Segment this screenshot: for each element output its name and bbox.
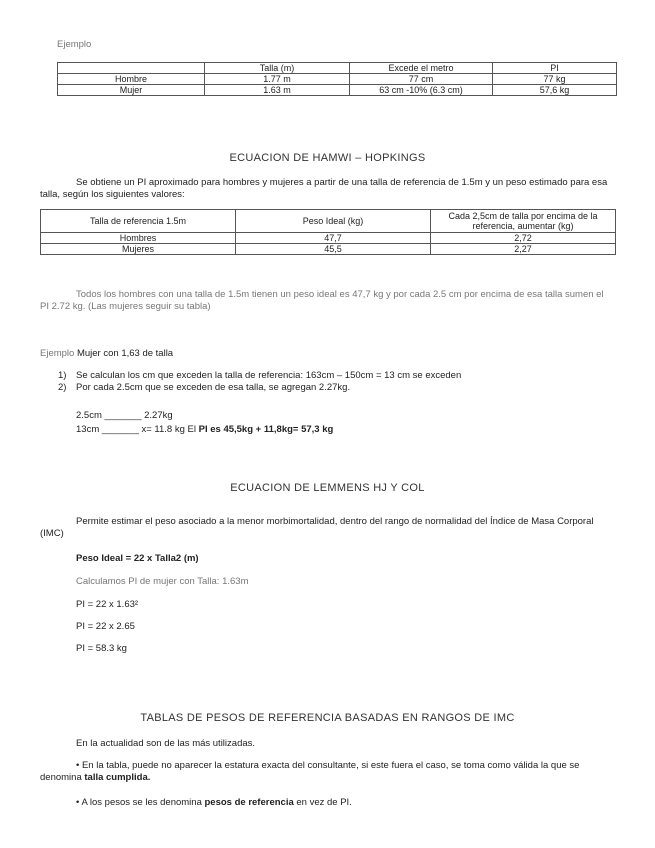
- table-cell: 45,5: [236, 244, 431, 255]
- table-cell: Hombres: [41, 233, 236, 244]
- hamwi-table: [40, 209, 616, 255]
- table-row: [58, 74, 617, 85]
- table-cell: 1.63 m: [205, 85, 350, 96]
- tablas-intro: En la actualidad son de las más utilizadas.: [76, 738, 256, 749]
- example-label: Ejemplo: [40, 348, 75, 359]
- lemmens-line-3: PI = 58.3 kg: [76, 643, 127, 654]
- lemmens-intro: Permite estimar el peso asociado a la menor morbimortalidad, dentro del rango de normalidad del Índice de Masa Corporal (IMC): [40, 516, 594, 539]
- bullet-text: • A los pesos se les denomina: [76, 797, 205, 808]
- tablas-heading: TABLAS DE PESOS DE REFERENCIA BASADAS EN RANGOS DE IMC: [140, 712, 515, 724]
- list-item: [58, 370, 618, 382]
- bullet-bold: talla cumplida.: [84, 771, 151, 783]
- lemmens-line-2: PI = 22 x 2.65: [76, 621, 135, 632]
- tablas-bullet-2: [76, 797, 616, 809]
- table-cell: 47,7: [236, 233, 431, 244]
- table-header-cell: Talla (m): [205, 63, 350, 74]
- hamwi-note: Todos los hombres con una talla de 1.5m tienen un peso ideal es 47,7 kg y por cada 2.5 cm por encima de esa talla sumen el PI 2.72 kg. (Las mujeres seguir su tabla): [40, 289, 604, 312]
- hamwi-example: [40, 348, 615, 360]
- calc-result: PI es 45,5kg + 11,8kg= 57,3 kg: [198, 424, 334, 435]
- table-header-cell: Cada 2,5cm de talla por encima de la referencia, aumentar (kg): [431, 210, 616, 233]
- table-cell: Hombre: [58, 74, 205, 85]
- table-cell: 63 cm -10% (6.3 cm): [350, 85, 493, 96]
- table-header-cell: Peso Ideal (kg): [236, 210, 431, 233]
- example-label: Ejemplo: [57, 39, 92, 50]
- calc-line-1: 2.5cm _______ 2.27kg: [76, 410, 173, 421]
- hamwi-heading: ECUACION DE HAMWI – HOPKINGS: [229, 152, 426, 164]
- table-header-cell: [58, 63, 205, 74]
- table-header-row: [41, 210, 616, 233]
- calc-line-2: [76, 424, 616, 436]
- table-header-cell: Talla de referencia 1.5m: [41, 210, 236, 233]
- hamwi-intro: Se obtiene un PI aproximado para hombres y mujeres a partir de una talla de referencia de 1.5m y un peso estimado para esa talla, según los siguientes valores:: [40, 177, 608, 200]
- table-header-row: [58, 63, 617, 74]
- calc-text: 13cm _______ x= 11.8 kg El: [76, 424, 199, 435]
- table-cell: 2,27: [431, 244, 616, 255]
- tablas-bullet-1: [40, 760, 615, 784]
- list-text: Se calculan los cm que exceden la talla de referencia: 163cm – 150cm = 13 cm se exceden: [76, 370, 462, 381]
- table-cell: 2,72: [431, 233, 616, 244]
- list-number: 1): [58, 370, 67, 381]
- table-row: [41, 244, 616, 255]
- lemmens-heading: ECUACION DE LEMMENS HJ Y COL: [230, 482, 425, 494]
- table-header-cell: Excede el metro: [350, 63, 493, 74]
- table-cell: 77 cm: [350, 74, 493, 85]
- table-cell: 77 kg: [493, 74, 617, 85]
- lemmens-line-1: PI = 22 x 1.63²: [76, 599, 139, 610]
- table-cell: 57,6 kg: [493, 85, 617, 96]
- list-number: 2): [58, 381, 67, 393]
- table-row: [58, 85, 617, 96]
- lemmens-formula: Peso Ideal = 22 x Talla2 (m): [76, 553, 199, 564]
- table-cell: Mujeres: [41, 244, 236, 255]
- bullet-bold: pesos de referencia: [204, 797, 294, 808]
- bullet-text: • En la tabla, puede no aparecer la estatura exacta del consultante, si este fuera el caso, se toma como válida la que se denomina: [40, 760, 580, 783]
- height-table: [57, 62, 617, 96]
- example-text: Mujer con 1,63 de talla: [76, 348, 174, 359]
- list-text: Por cada 2.5cm que se exceden de esa talla, se agregan 2.27kg.: [76, 381, 351, 393]
- list-item: [58, 382, 618, 394]
- table-row: [41, 233, 616, 244]
- bullet-text: en vez de PI.: [293, 797, 352, 808]
- lemmens-example: Calculamos PI de mujer con Talla: 1.63m: [76, 576, 249, 587]
- table-cell: Mujer: [58, 85, 205, 96]
- table-header-cell: PI: [493, 63, 617, 74]
- table-cell: 1.77 m: [205, 74, 350, 85]
- step-list: [58, 370, 618, 394]
